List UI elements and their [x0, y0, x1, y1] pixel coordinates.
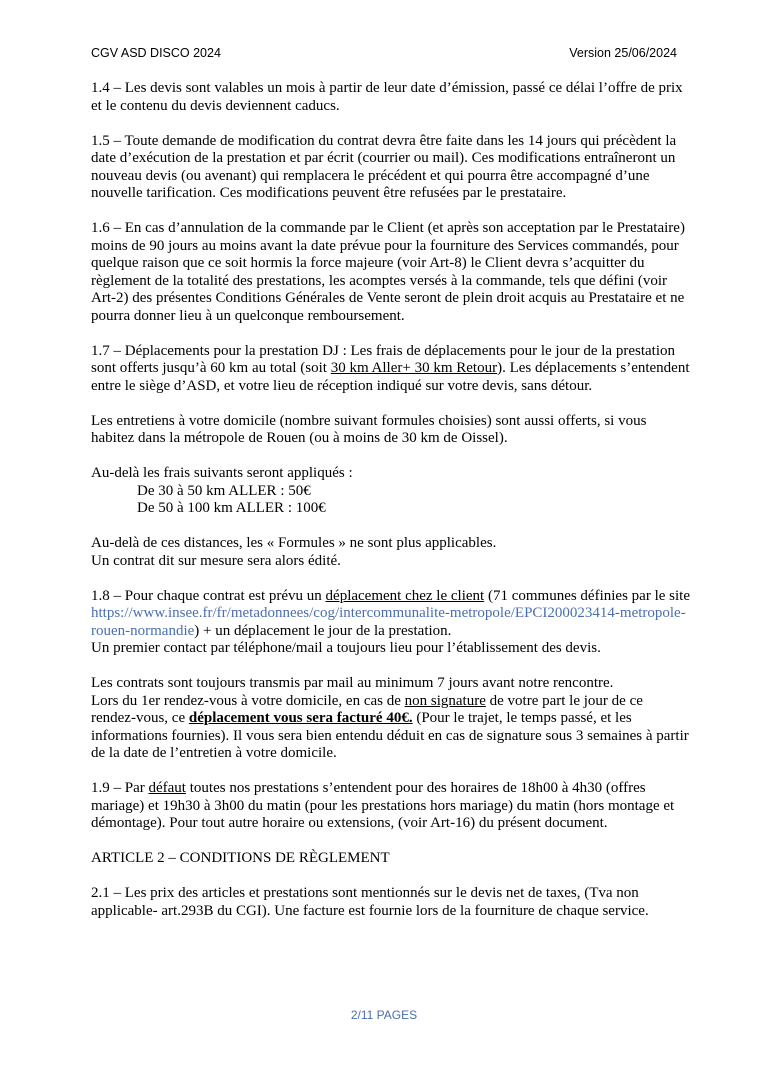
paragraph-1-4: 1.4 – Les devis sont valables un mois à partir de leur date d’émission, passé ce délai l’offre de prix et le contenu du devis deviennent caducs.: [91, 80, 683, 114]
paragraph-1-6: 1.6 – En cas d’annulation de la commande par le Client (et après son acceptation par le Prestataire) moins de 90 jours au moins avant la date prévue pour la fourniture des Services commandés, pour quelque raison que ce soit hormis la force majeure (voir Art-8) le Client devra s’acquitter du règlement de la totalité des prestations, les acomptes versés à la commande, tels que défini (voir Art-2) des présentes Conditions Générales de Vente seront de plein droit acquis au Prestataire et ne pourra donner lieu à un quelconque remboursement.: [91, 220, 685, 324]
p19-underlined: défaut: [148, 780, 186, 796]
paragraph-1-5: 1.5 – Toute demande de modification du contrat devra être faite dans les 14 jours qui précèdent la date d’exécution de la prestation et par écrit (courrier ou mail). Ces modifications entraîneront un nouveau devis (ou avenant) qui remplacera le précédent et qui pourra être accompagné d’une nouvelle tarification. Ces modifications peuvent être refusées par le prestataire.: [91, 132, 677, 201]
article-2-heading: ARTICLE 2 – CONDITIONS DE RÈGLEMENT: [91, 850, 390, 866]
p18-text-c: ) + un déplacement le jour de la prestation.: [194, 622, 452, 639]
insee-link[interactable]: https://www.insee.fr/fr/metadonnees/cog/intercommunalite-metropole/EPCI200023414-metropole-rouen-normandie: [91, 605, 686, 639]
rdv-bold-fee: déplacement vous sera facturé 40€.: [188, 710, 413, 726]
rdv-underlined: non signature: [404, 692, 486, 709]
page-number: 2/11 PAGES: [350, 1008, 418, 1022]
document-body: [91, 80, 691, 938]
paragraph-1-8-contact: Un premier contact par téléphone/mail a toujours lieu pour l’établissement des devis.: [91, 640, 601, 656]
p19-text-b: toutes nos prestations s’entendent pour des horaires de 18h00 à 4h30 (offres mariage) et 19h30 à 3h00 du matin (pour les prestations hors mariage) du matin (hors montage et démontage). Pour tout autre horaire ou extensions, (voir Art-16) du présent document.: [91, 780, 675, 831]
paragraph-1-8: [91, 588, 691, 641]
p17-text-b: ). Les déplacements s’entendent entre le siège d’ASD, et votre lieu de réception indiqué sur votre devis, sans détour.: [91, 360, 690, 394]
paragraph-1-7: [91, 343, 691, 396]
fee-line-1: De 30 à 50 km ALLER : 50€: [137, 482, 311, 499]
paragraph-contrats: Les contrats sont toujours transmis par mail au minimum 7 jours avant notre rencontre.: [91, 675, 614, 691]
paragraph-formules-1: Au-delà de ces distances, les « Formules » ne sont plus applicables.: [91, 535, 497, 551]
fee-line-2: De 50 à 100 km ALLER : 100€: [137, 500, 326, 516]
rdv-text-c: (Pour le trajet, le temps passé, et les informations fournies). Il vous sera bien entendu déduit en cas de signature sous 3 semaines à partir de la date de l’entretien à votre domicile.: [91, 710, 689, 761]
rdv-text-b: de votre part le jour de ce rendez-vous, ce: [91, 692, 643, 726]
paragraph-formules-2: Un contrat dit sur mesure sera alors édité.: [91, 552, 341, 569]
p18-underlined: déplacement chez le client: [325, 587, 485, 604]
paragraph-rendez-vous: [91, 693, 691, 763]
paragraph-au-dela: Au-delà les frais suivants seront appliqués :: [91, 465, 353, 481]
paragraph-1-9: [91, 780, 691, 833]
p18-text-b: (71 communes définies par le site: [484, 587, 690, 604]
paragraph-2-1: 2.1 – Les prix des articles et prestations sont mentionnés sur le devis net de taxes, (Tva non applicable- art.293B du CGI). Une facture est fournie lors de la fourniture de chaque service.: [91, 885, 649, 919]
header-version: Version 25/06/2024: [569, 46, 677, 60]
p18-text-a: 1.8 – Pour chaque contrat est prévu un: [91, 587, 326, 604]
p19-text-a: 1.9 – Par: [91, 780, 149, 796]
header-left-title: CGV ASD DISCO 2024: [91, 46, 221, 60]
paragraph-entretiens: Les entretiens à votre domicile (nombre suivant formules choisies) sont aussi offerts, si vous habitez dans la métropole de Rouen (ou à moins de 30 km de Oissel).: [91, 412, 647, 446]
p17-text-a: 1.7 – Déplacements pour la prestation DJ : Les frais de déplacements pour le jour de la prestation sont offerts jusqu’à 60 km au total (soit: [91, 342, 675, 376]
p17-underlined: 30 km Aller+ 30 km Retour: [330, 360, 498, 376]
rdv-text-a: Lors du 1er rendez-vous à votre domicile, en cas de: [91, 692, 405, 709]
